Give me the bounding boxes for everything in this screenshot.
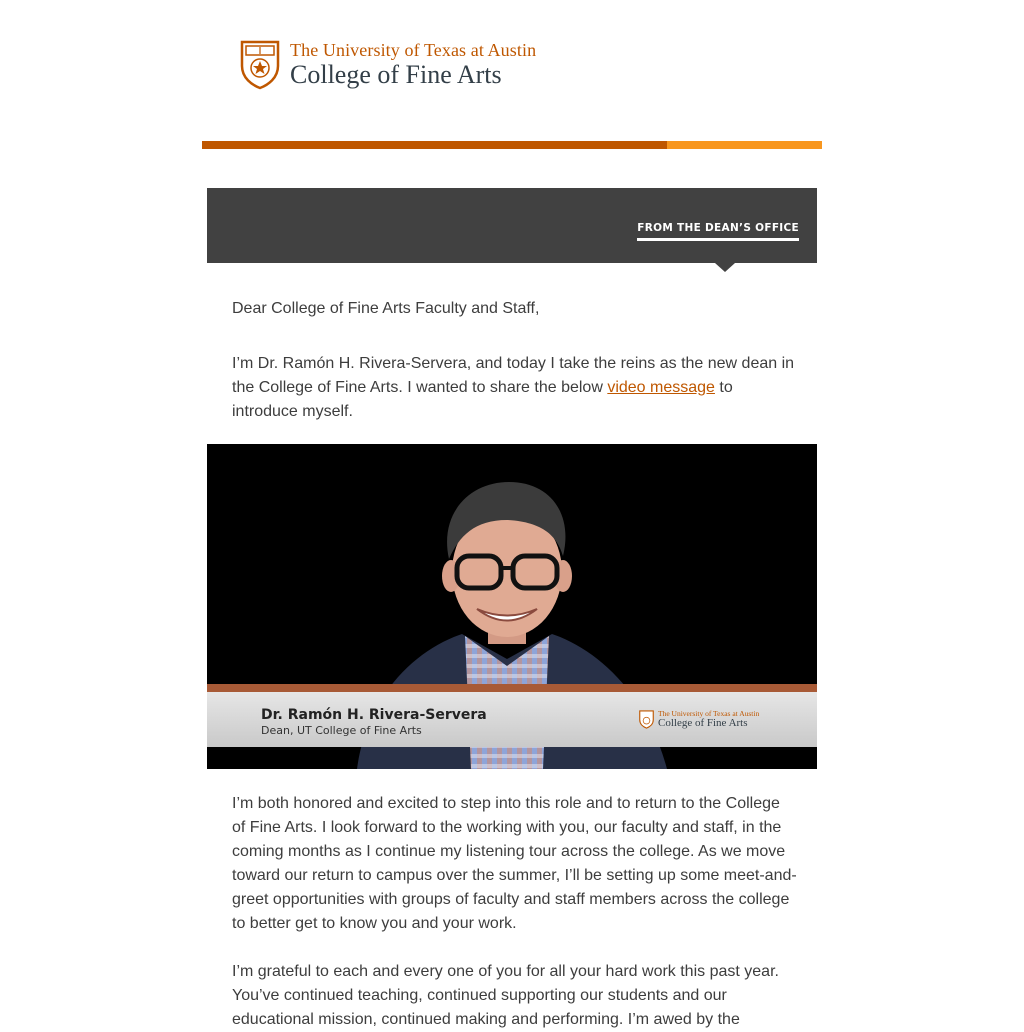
banner-label: FROM THE DEAN’S OFFICE	[637, 222, 799, 241]
video-logo	[639, 708, 769, 732]
paragraph-intro-end: to introduce myself.	[232, 379, 733, 420]
paragraph-intro-text: I’m Dr. Ramón H. Rivera-Servera, and today I take the reins as the new dean in the College of Fine Arts. I wanted to share the below	[232, 355, 795, 396]
paragraph-honored: I’m both honored and excited to step into this role and to return to the College of Fine Arts. I look forward to the working with you, our faculty and staff, in the coming months as I continue my listening tour across the college. As we move toward our return to campus over the summer, I’ll be setting up some meet-and-greet opportunities with groups of faculty and staff members across the college to better get to know you and your work.	[232, 795, 797, 932]
video-thumbnail[interactable]	[207, 444, 817, 769]
accent-bar-primary	[202, 141, 667, 149]
college-logo[interactable]	[240, 40, 560, 92]
video-message-link[interactable]: video message	[607, 379, 715, 396]
video-logo-college: College of Fine Arts	[658, 717, 748, 729]
section-banner	[207, 188, 817, 263]
lower-third-stripe	[207, 684, 817, 692]
accent-bar-secondary	[667, 141, 822, 149]
college-name: College of Fine Arts	[290, 60, 502, 89]
banner-pointer	[715, 263, 735, 272]
ut-shield-icon	[639, 710, 654, 729]
video-logo-university: The University of Texas at Austin	[658, 709, 760, 718]
salutation: Dear College of Fine Arts Faculty and Staff,	[232, 300, 540, 317]
ut-shield-icon	[240, 40, 280, 90]
lower-third	[207, 692, 817, 747]
speaker-title: Dean, UT College of Fine Arts	[261, 724, 422, 737]
paragraph-intro	[232, 352, 797, 424]
speaker-name: Dr. Ramón H. Rivera-Servera	[261, 707, 487, 723]
university-name: The University of Texas at Austin	[290, 40, 537, 60]
paragraph-grateful: I’m grateful to each and every one of you for all your hard work this past year. You’ve continued teaching, continued supporting our students and our educational mission, continued making and performing. I’m awed by the	[232, 963, 779, 1028]
